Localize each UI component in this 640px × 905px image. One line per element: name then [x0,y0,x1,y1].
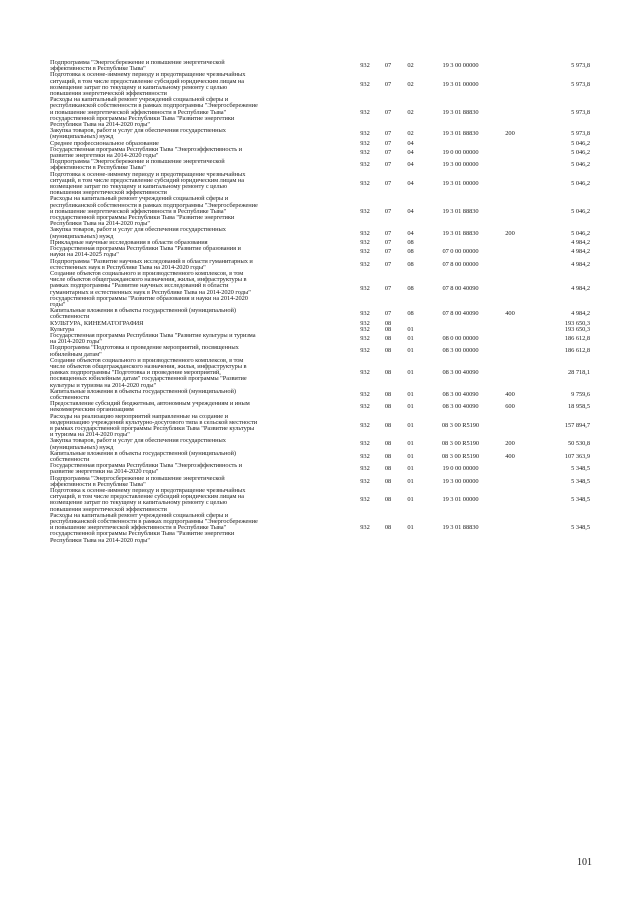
row-name: Государственная программа Республики Тыва "Развитие культуры и туризма на 2014-2020 годы" [50,331,256,346]
table-row [50,358,590,389]
row-amount: 50 530,8 [568,440,590,448]
row-target-article-code: 19 3 01 88830 [442,524,479,532]
row-subsection-code: 04 [407,139,414,147]
row-subsection-code: 04 [407,179,414,187]
row-name: Расходы на реализацию мероприятий направленные на создание и модернизацию учреждений культурно-досугового типа в сельской местности в рамках государственной программы Республики Тыва "Развитие культуры и туризма на 2014-2020 годы" [50,412,258,439]
row-ved-code: 932 [360,524,370,532]
row-target-article-code: 08 3 00 R5190 [441,440,480,448]
row-subsection-code: 02 [407,108,414,116]
row-target-article-code: 19 3 01 88830 [442,229,479,237]
row-amount: 5 046,2 [571,148,590,156]
row-subsection-code: 08 [407,248,414,256]
row-name: Прикладные научные исследования в области образования [50,238,208,246]
row-ved-code: 932 [360,421,370,429]
row-section-code: 07 [384,207,392,215]
row-ved-code: 932 [360,80,370,88]
row-section-code: 07 [384,238,392,246]
row-section-code: 07 [384,260,392,268]
row-name: Подготовка к осенне-зимнему периоду и предотвращение чрезвычайных ситуаций, в том числе предоставление субсидий юридическим лицам на возмещение затрат по текущему и капитальному ремонту с целью повышения энергетической эффективности [50,71,246,98]
row-subsection-code: 01 [407,440,414,448]
row-name: Подготовка к осенне-зимнему периоду и предотвращение чрезвычайных ситуаций, в том числе предоставление субсидий юридическим лицам на возмещение затрат по текущему и капитальному ремонту с целью повышения энергетической эффективности [50,487,246,513]
row-amount: 4 984,2 [571,310,590,318]
row-amount: 5 973,8 [571,130,590,138]
row-target-article-code: 19 3 00 00000 [442,62,479,70]
row-amount: 5 973,8 [571,62,590,70]
row-ved-code: 932 [360,161,370,169]
row-name: Подпрограмма "Развитие научных исследований в области гуманитарных и естественных наук в Республике Тыва на 2014-2020 годы" [50,257,253,271]
row-ved-code: 932 [360,148,370,156]
row-amount: 4 984,2 [571,238,590,246]
row-name: Закупка товаров, работ и услуг для обеспечения государственных (муниципальных) нужд [50,226,226,240]
row-name: Среднее профессиональное образование [50,139,159,147]
row-target-article-code: 08 3 00 R5190 [441,452,480,460]
row-amount: 5 348,5 [571,524,590,532]
table-row [50,159,590,171]
row-ved-code: 932 [360,390,370,398]
row-amount: 5 046,2 [571,207,590,215]
row-amount: 5 348,5 [571,477,590,485]
row-name: КУЛЬТУРА, КИНЕМАТОГРАФИЯ [50,319,144,327]
row-section-code: 07 [384,80,392,88]
row-target-article-code: 08 0 00 00000 [442,335,479,343]
row-expense-type-code: 200 [505,130,515,138]
row-target-article-code: 19 0 00 00000 [442,465,479,473]
row-target-article-code: 07 8 00 40090 [442,285,479,293]
row-name: Создание объектов социального и производственного комплексов, в том числе объектов общегражданского назначения, жилья, инфраструктуры в рамках подпрограммы "Подготовка и проведение мероприятий, посвященных юбилейным датам" государственной программы "Развитие культуры и туризма на 2014-2020 годы" [50,356,247,389]
row-amount: 5 046,2 [571,179,590,187]
row-subsection-code: 02 [407,130,414,138]
row-expense-type-code: 400 [505,452,515,460]
row-ved-code: 932 [360,260,370,268]
row-section-code: 07 [384,179,392,187]
row-section-code: 07 [384,310,392,318]
table-row [50,513,590,544]
row-amount: 4 984,2 [571,248,590,256]
row-section-code: 07 [384,139,392,147]
row-ved-code: 932 [360,325,370,333]
row-amount: 157 894,7 [564,421,590,429]
row-amount: 28 718,1 [568,369,590,377]
table-row [50,308,590,320]
row-subsection-code: 02 [407,62,414,70]
row-ved-code: 932 [360,310,370,318]
row-target-article-code: 19 3 01 88830 [442,207,479,215]
row-name: Государственная программа Республики Тыва "Энергоэффективность и развитие энергетики на 2014-2020 годы" [50,462,243,476]
row-name: Государственная программа Республики Тыва "Энергоэффективность и развитие энергетики на 2014-2020 годы" [50,145,243,160]
table-row [50,246,590,258]
row-ved-code: 932 [360,477,370,485]
row-ved-code: 932 [360,229,370,237]
row-section-code: 08 [384,496,392,504]
row-section-code: 07 [384,229,392,237]
row-target-article-code: 07 8 00 40090 [442,310,479,318]
table-row [50,345,590,357]
row-name: Подпрограмма "Энергосбережение и повышение энергетической эффективности в Республике Тыва" [50,158,225,172]
row-subsection-code: 01 [407,403,414,411]
row-amount: 9 759,6 [571,390,590,398]
row-ved-code: 932 [360,319,370,327]
row-name: Расходы на капитальный ремонт учреждений социальной сферы и республиканской собственности в рамках подпрограммы "Энергосбережение и повышение энергетической эффективности в Республике Тыва" государственной программы Республики Тыва "Развитие энергетики Республики Тыва на 2014-2020 годы" [50,511,258,544]
row-subsection-code: 01 [407,524,414,532]
row-subsection-code: 08 [407,285,414,293]
row-section-code: 08 [384,347,392,355]
table-row [50,97,590,128]
row-section-code: 08 [384,452,392,460]
row-expense-type-code: 400 [505,390,515,398]
row-amount: 5 046,2 [571,229,590,237]
row-target-article-code: 08 3 00 00000 [442,347,479,355]
row-section-code: 08 [384,319,392,327]
row-target-article-code: 19 0 00 00000 [442,148,479,156]
table-row [50,196,590,227]
row-subsection-code: 08 [407,310,414,318]
row-ved-code: 932 [360,369,370,377]
row-amount: 18 958,5 [568,403,590,411]
row-section-code: 07 [384,108,392,116]
row-section-code: 08 [384,524,392,532]
row-name: Государственная программа Республики Тыва "Развитие образования и науки на 2014-2025 годы" [50,245,241,259]
row-ved-code: 932 [360,108,370,116]
row-section-code: 08 [384,335,392,343]
row-section-code: 08 [384,465,392,473]
row-subsection-code: 01 [407,465,414,473]
budget-table [50,60,590,544]
row-ved-code: 932 [360,496,370,504]
row-amount: 186 612,8 [564,335,590,343]
row-target-article-code: 08 3 00 40090 [442,369,479,377]
table-row [50,271,590,308]
row-ved-code: 932 [360,465,370,473]
row-ved-code: 932 [360,139,370,147]
row-section-code: 07 [384,161,392,169]
table-row [50,463,590,475]
row-subsection-code: 01 [407,390,414,398]
row-target-article-code: 07 0 00 00000 [442,248,479,256]
row-subsection-code: 04 [407,148,414,156]
row-name: Подготовка к осенне-зимнему периоду и предотвращение чрезвычайных ситуаций, в том числе предоставление субсидий юридическим лицам на возмещение затрат по текущему и капитальному ремонту с целью повышения энергетической эффективности [50,170,246,197]
row-target-article-code: 19 3 01 00000 [442,496,479,504]
row-target-article-code: 08 3 00 40090 [442,390,479,398]
row-expense-type-code: 200 [505,229,515,237]
row-amount: 5 348,5 [571,496,590,504]
row-target-article-code: 19 3 01 88830 [442,130,479,138]
row-name: Капитальные вложения в объекты государственной (муниципальной) собственности [50,387,236,401]
row-name: Расходы на капитальный ремонт учреждений социальной сферы и республиканской собственности в рамках подпрограммы "Энергосбережение и повышение энергетической эффективности в Республике Тыва" государственной программы Республики Тыва "Развитие энергетики Республики Тыва на 2014-2020 годы" [50,96,258,129]
table-row [50,172,590,197]
row-name: Подпрограмма "Подготовка и проведение мероприятий, посвященных юбилейным датам" [50,344,239,358]
row-subsection-code: 02 [407,80,414,88]
table-row [50,414,590,439]
row-subsection-code: 01 [407,496,414,504]
row-ved-code: 932 [360,130,370,138]
row-target-article-code: 08 3 00 40090 [442,403,479,411]
table-row [50,128,590,140]
row-name: Закупка товаров, работ и услуг для обеспечения государственных (муниципальных) нужд [50,437,226,451]
row-ved-code: 932 [360,347,370,355]
row-ved-code: 932 [360,285,370,293]
row-name: Капитальные вложения в объекты государственной (муниципальной) собственности [50,307,236,321]
row-subsection-code: 01 [407,347,414,355]
row-ved-code: 932 [360,238,370,246]
row-amount: 186 612,8 [564,347,590,355]
row-subsection-code: 01 [407,477,414,485]
row-section-code: 08 [384,421,392,429]
row-section-code: 08 [384,369,392,377]
row-expense-type-code: 200 [505,440,515,448]
row-section-code: 07 [384,148,392,156]
row-name: Подпрограмма "Энергосбережение и повышение энергетической эффективности в Республике Тыва" [50,474,225,488]
page-number: 101 [577,857,592,868]
row-subsection-code: 08 [407,260,414,268]
row-ved-code: 932 [360,335,370,343]
row-subsection-code: 01 [407,325,414,333]
row-subsection-code: 08 [407,238,414,246]
row-section-code: 08 [384,403,392,411]
row-target-article-code: 19 3 01 00000 [442,80,479,88]
row-amount: 107 363,9 [564,452,590,460]
row-ved-code: 932 [360,248,370,256]
row-ved-code: 932 [360,440,370,448]
row-section-code: 07 [384,248,392,256]
row-amount: 5 348,5 [571,465,590,473]
row-section-code: 07 [384,285,392,293]
row-name: Культура [50,325,75,333]
row-name: Расходы на капитальный ремонт учреждений социальной сферы и республиканской собственности в рамках подпрограммы "Энергосбережение и повышение энергетической эффективности в Республике Тыва" государственной программы Республики Тыва "Развитие энергетики Республики Тыва на 2014-2020 годы" [50,195,258,228]
row-target-article-code: 07 8 00 00000 [442,260,479,268]
row-subsection-code: 01 [407,421,414,429]
row-ved-code: 932 [360,207,370,215]
row-ved-code: 932 [360,403,370,411]
row-amount: 4 984,2 [571,285,590,293]
row-name: Предоставление субсидий бюджетным, автономным учреждениям и иным некоммерческим организациям [50,400,250,414]
row-subsection-code: 01 [407,452,414,460]
row-subsection-code: 01 [407,369,414,377]
row-name: Создание объектов социального и производственного комплексов, в том числе объектов общегражданского назначения, жилья, инфраструктуры в рамках подпрограммы "Развитие научных исследований в области гуманитарных и естественных наук в Республике Тыва на 2014-2020 годы" государственной программы "Развитие образования и науки на 2014-2020 годы" [50,269,251,308]
row-expense-type-code: 400 [505,310,515,318]
row-amount: 193 650,3 [564,325,590,333]
row-section-code: 08 [384,477,392,485]
row-target-article-code: 19 3 01 00000 [442,179,479,187]
row-target-article-code: 19 3 01 88830 [442,108,479,116]
row-target-article-code: 19 3 00 00000 [442,161,479,169]
row-expense-type-code: 600 [505,403,515,411]
table-row [50,438,590,450]
row-name: Подпрограмма "Энергосбережение и повышение энергетической эффективности в Республике Тыва" [50,59,225,73]
row-target-article-code: 08 3 00 R5190 [441,421,480,429]
table-row [50,72,590,97]
table-row [50,401,590,413]
row-amount: 5 046,2 [571,139,590,147]
row-subsection-code: 04 [407,207,414,215]
row-section-code: 08 [384,440,392,448]
row-name: Капитальные вложения в объекты государственной (муниципальной) собственности [50,449,236,463]
row-amount: 5 046,2 [571,161,590,169]
row-section-code: 08 [384,325,392,333]
row-target-article-code: 19 3 00 00000 [442,477,479,485]
row-amount: 5 973,8 [571,108,590,116]
row-amount: 4 984,2 [571,260,590,268]
row-section-code: 08 [384,390,392,398]
row-ved-code: 932 [360,179,370,187]
row-subsection-code: 01 [407,335,414,343]
row-ved-code: 932 [360,452,370,460]
row-subsection-code: 04 [407,229,414,237]
row-name: Закупка товаров, работ и услуг для обеспечения государственных (муниципальных) нужд [50,127,226,141]
row-amount: 5 973,8 [571,80,590,88]
table-row [50,488,590,513]
row-amount: 193 650,3 [564,319,590,327]
row-section-code: 07 [384,62,392,70]
row-section-code: 07 [384,130,392,138]
row-ved-code: 932 [360,62,370,70]
row-subsection-code: 04 [407,161,414,169]
